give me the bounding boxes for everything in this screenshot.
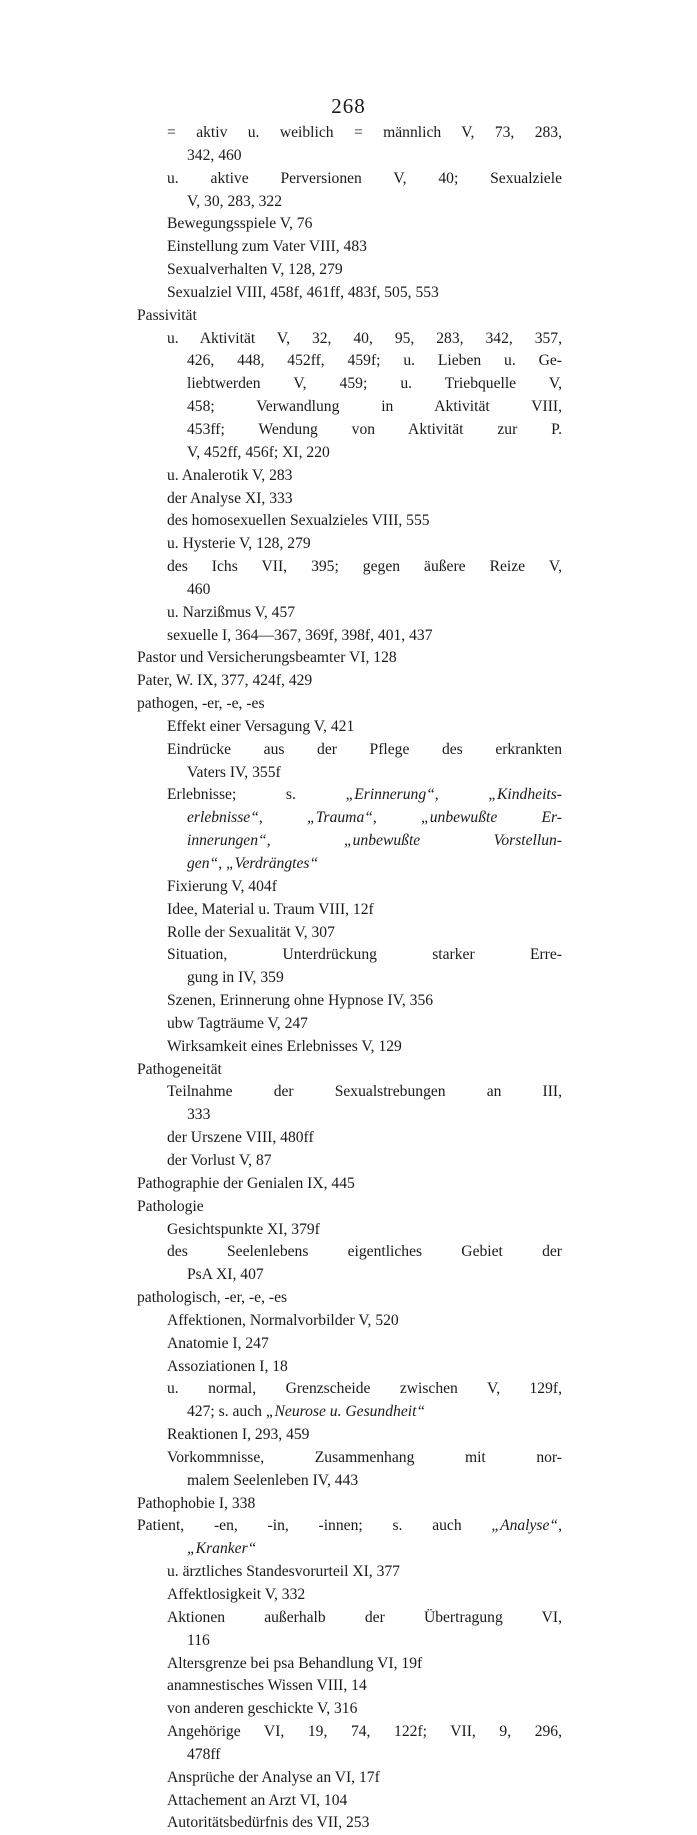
index-text: Vorkommnisse, Zusammenhang mit nor-: [167, 1448, 562, 1466]
index-subentry: [137, 1356, 562, 1379]
index-continuation: [137, 373, 562, 396]
index-text: malem Seelenleben IV, 443: [187, 1471, 359, 1489]
index-text: von anderen geschickte V, 316: [167, 1700, 358, 1718]
index-text: PsA XI, 407: [187, 1266, 264, 1284]
index-continuation: [137, 1104, 562, 1127]
index-text: u. Analerotik V, 283: [167, 466, 293, 484]
index-text: Ansprüche der Analyse an VI, 17f: [167, 1768, 380, 1786]
index-subentry: [137, 328, 562, 351]
index-continuation: [137, 853, 562, 876]
index-text: liebtwerden V, 459; u. Triebquelle V,: [187, 375, 562, 393]
index-text: Assoziationen I, 18: [167, 1357, 288, 1375]
index-subentry: [137, 168, 562, 191]
index-subentry: [137, 1653, 562, 1676]
index-heading: [137, 305, 562, 328]
index-text: Angehörige VI, 19, 74, 122f; VII, 9, 296,: [167, 1723, 562, 1741]
index-text: u. normal, Grenzscheide zwischen V, 129f,: [167, 1380, 562, 1398]
cross-reference: „Kranker“: [187, 1540, 257, 1558]
index-subentry: [137, 282, 562, 305]
cross-reference: „Analyse“,: [491, 1517, 562, 1535]
cross-reference: „Neurose u. Gesundheit“: [265, 1403, 426, 1421]
index-subentry: [137, 1561, 562, 1584]
cross-reference: erlebnisse“, „Trauma“, „unbewußte Er-: [187, 809, 562, 827]
index-subentry: [137, 1790, 562, 1813]
index-text: Bewegungsspiele V, 76: [167, 215, 313, 233]
index-text: ubw Tagträume V, 247: [167, 1014, 308, 1032]
index-text: u. ärztliches Standesvorurteil XI, 377: [167, 1563, 400, 1581]
index-text: Patient, -en, -in, -innen; s. auch: [137, 1517, 492, 1535]
index-continuation: [137, 807, 562, 830]
index-continuation: [137, 1264, 562, 1287]
index-text: 342, 460: [187, 146, 242, 164]
index-text: gung in IV, 359: [187, 969, 284, 987]
index-subentry: [137, 510, 562, 533]
index-continuation: [137, 350, 562, 373]
cross-reference: „Erinnerung“, „Kindheits-: [345, 786, 562, 804]
index-text: Idee, Material u. Traum VIII, 12f: [167, 900, 374, 918]
index-continuation: [137, 442, 562, 465]
index-text: Reaktionen I, 293, 459: [167, 1426, 310, 1444]
index-subentry: [137, 1127, 562, 1150]
index-text: Fixierung V, 404f: [167, 877, 277, 895]
index-subentry: [137, 1081, 562, 1104]
index-text: u. Hysterie V, 128, 279: [167, 535, 311, 553]
index-text: 426, 448, 452ff, 459f; u. Lieben u. Ge-: [187, 352, 562, 370]
index-subentry: [137, 488, 562, 511]
index-text: Anatomie I, 247: [167, 1334, 269, 1352]
index-text: = aktiv u. weiblich = männlich V, 73, 283,: [167, 124, 562, 141]
index-continuation: [137, 396, 562, 419]
index-text: Altersgrenze bei psa Behandlung VI, 19f: [167, 1654, 423, 1672]
index-text: Attachement an Arzt VI, 104: [167, 1791, 348, 1809]
index-text: Passivität: [137, 306, 197, 324]
index-continuation: [137, 419, 562, 442]
index-subentry: [137, 1675, 562, 1698]
index-heading: [137, 1196, 562, 1219]
index-subentry: [137, 556, 562, 579]
index-text: der Analyse XI, 333: [167, 489, 293, 507]
index-text: Sexualziel VIII, 458f, 461ff, 483f, 505, 553: [167, 283, 439, 301]
index-continuation: [137, 1744, 562, 1767]
index-continuation: [137, 579, 562, 602]
index-heading: [137, 1287, 562, 1310]
index-text: der Urszene VIII, 480ff: [167, 1129, 314, 1147]
index-subentry: [137, 259, 562, 282]
index-heading: [137, 693, 562, 716]
index-text: anamnestisches Wissen VIII, 14: [167, 1677, 367, 1695]
index-subentry: [137, 1584, 562, 1607]
index-subentry: [137, 1767, 562, 1790]
index-text: 460: [187, 580, 211, 598]
index-continuation: [137, 191, 562, 214]
index-text: Pathologie: [137, 1197, 204, 1215]
index-subentry: [137, 1447, 562, 1470]
index-text: Gesichtspunkte XI, 379f: [167, 1220, 320, 1238]
index-subentry: [137, 1219, 562, 1242]
index-text: sexuelle I, 364—367, 369f, 398f, 401, 437: [167, 626, 433, 644]
index-subentry: [137, 1424, 562, 1447]
index-continuation: [137, 1538, 562, 1561]
index-text: der Vorlust V, 87: [167, 1151, 272, 1169]
index-heading: [137, 1059, 562, 1082]
index-subentry: [137, 1036, 562, 1059]
index-subentry: [137, 236, 562, 259]
index-continuation: [137, 145, 562, 168]
index-subentry: [137, 1378, 562, 1401]
index-heading: [137, 1493, 562, 1516]
index-text: Effekt einer Versagung V, 421: [167, 717, 355, 735]
index-continuation: [137, 967, 562, 990]
index-text: Eindrücke aus der Pflege des erkrankten: [167, 740, 562, 758]
index-heading: [137, 647, 562, 670]
index-subentry: [137, 990, 562, 1013]
index-subentry: [137, 739, 562, 762]
index-text: Szenen, Erinnerung ohne Hypnose IV, 356: [167, 992, 434, 1010]
index-subentry: [137, 602, 562, 625]
index-text: des homosexuellen Sexualzieles VIII, 555: [167, 512, 430, 530]
index-text: Wirksamkeit eines Erlebnisses V, 129: [167, 1037, 402, 1055]
index-text: 453ff; Wendung von Aktivität zur P.: [187, 420, 562, 438]
index-text: Affektionen, Normalvorbilder V, 520: [167, 1311, 399, 1329]
index-text: 333: [187, 1106, 211, 1124]
index-text: 478ff: [187, 1745, 221, 1763]
index-text: des Seelenlebens eigentliches Gebiet der: [167, 1243, 562, 1261]
index-subentry: [137, 1812, 562, 1835]
index-heading: [137, 670, 562, 693]
page-number: 268: [331, 94, 366, 118]
index-text: V, 30, 283, 322: [187, 192, 283, 210]
index-text: u. Narzißmus V, 457: [167, 603, 296, 621]
index-text: Aktionen außerhalb der Übertragung VI,: [167, 1608, 562, 1626]
index-subentry: [137, 876, 562, 899]
index-text: pathogen, -er, -e, -es: [137, 695, 265, 713]
index-continuation: [137, 1630, 562, 1653]
cross-reference: gen“, „Verdrängtes“: [187, 855, 319, 872]
index-subentry: [137, 784, 562, 807]
index-subentry: [137, 944, 562, 967]
index-subentry: [137, 1241, 562, 1264]
index-continuation: [137, 1470, 562, 1493]
index-text: Situation, Unterdrückung starker Erre-: [167, 946, 562, 964]
index-continuation: [137, 830, 562, 853]
index-subentry: [137, 899, 562, 922]
index-text: des Ichs VII, 395; gegen äußere Reize V,: [167, 558, 562, 576]
index-text: Pathographie der Genialen IX, 445: [137, 1174, 355, 1192]
index-text: pathologisch, -er, -e, -es: [137, 1289, 288, 1307]
index-text: Einstellung zum Vater VIII, 483: [167, 238, 367, 256]
index-subentry: [137, 213, 562, 236]
index-subentry: [137, 1698, 562, 1721]
index-text: Affektlosigkeit V, 332: [167, 1586, 306, 1603]
index-text: Pastor und Versicherungsbeamter VI, 128: [137, 649, 397, 667]
index-subentry: [137, 1607, 562, 1630]
index-text: Teilnahme der Sexualstrebungen an III,: [167, 1083, 562, 1101]
index-subentry: [137, 716, 562, 739]
index-text: Autoritätsbedürfnis des VII, 253: [167, 1814, 370, 1832]
index-text: Rolle der Sexualität V, 307: [167, 923, 335, 941]
index-subentry: [137, 922, 562, 945]
index-entries: [137, 122, 562, 1835]
index-subentry: [137, 1150, 562, 1173]
index-subentry: [137, 1310, 562, 1333]
index-subentry: [137, 625, 562, 648]
index-subentry: [137, 1333, 562, 1356]
index-text: 427; s. auch: [187, 1403, 266, 1421]
index-text: V, 452ff, 456f; XI, 220: [187, 443, 330, 461]
index-subentry: [137, 122, 562, 145]
index-text: Vaters IV, 355f: [187, 763, 281, 781]
index-continuation: [137, 1401, 562, 1424]
index-subentry: [137, 1013, 562, 1036]
index-text: Sexualverhalten V, 128, 279: [167, 261, 343, 279]
index-text: Erlebnisse; s.: [167, 786, 346, 804]
index-subentry: [137, 1721, 562, 1744]
cross-reference: innerungen“, „unbewußte Vorstellun-: [187, 832, 562, 850]
index-text: Pathogeneität: [137, 1060, 222, 1078]
index-continuation: [137, 762, 562, 785]
index-heading: [137, 1515, 562, 1538]
index-text: 458; Verwandlung in Aktivität VIII,: [187, 398, 562, 416]
index-text: u. Aktivität V, 32, 40, 95, 283, 342, 357,: [167, 329, 562, 347]
index-text: u. aktive Perversionen V, 40; Sexualziele: [167, 169, 562, 187]
index-text: Pater, W. IX, 377, 424f, 429: [137, 672, 313, 690]
index-text: Pathophobie I, 338: [137, 1494, 256, 1512]
index-subentry: [137, 533, 562, 556]
index-text: 116: [187, 1631, 210, 1649]
index-subentry: [137, 465, 562, 488]
index-heading: [137, 1173, 562, 1196]
